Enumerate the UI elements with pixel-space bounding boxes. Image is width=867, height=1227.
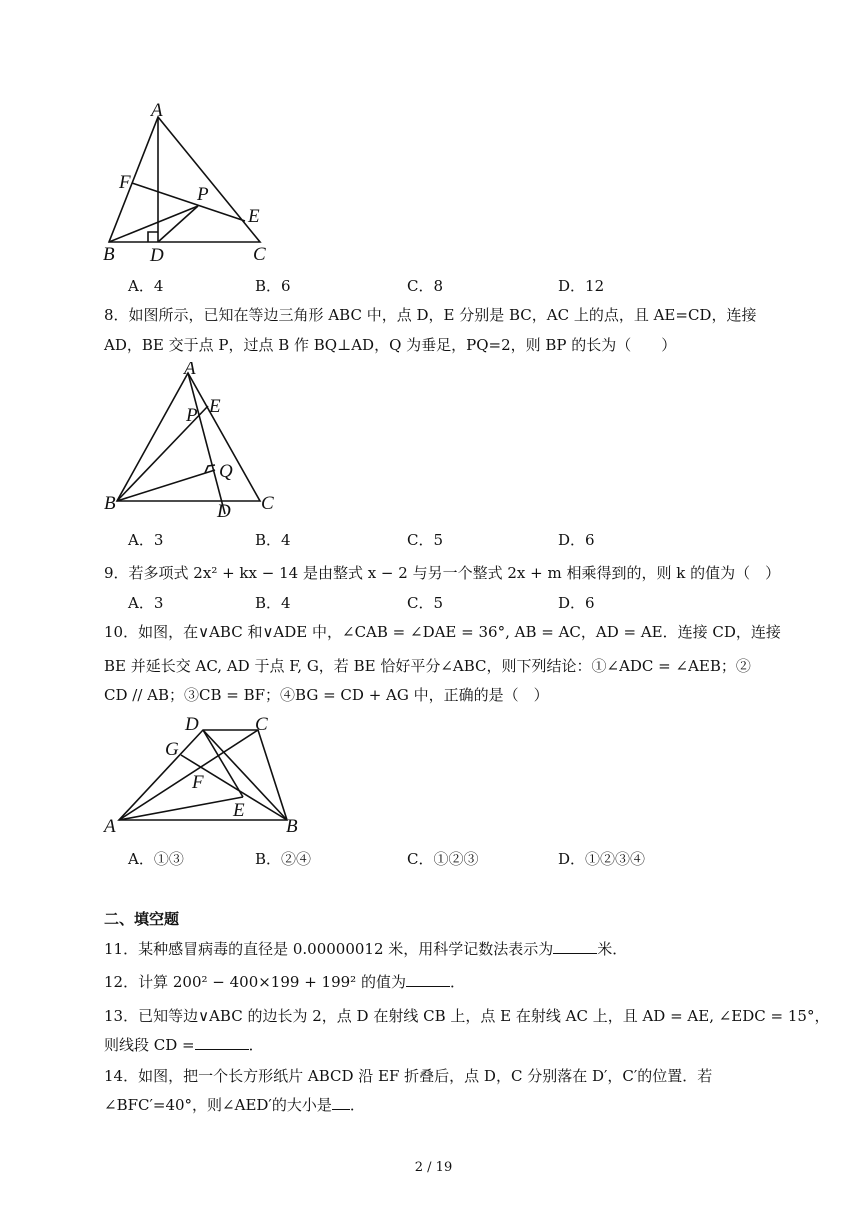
label-d: D <box>150 245 164 266</box>
label-b: B <box>286 816 298 837</box>
q11-suffix: 米． <box>597 940 628 958</box>
q8-option-c[interactable]: C．5 <box>407 531 444 549</box>
label-e: E <box>248 206 260 227</box>
q9-option-d[interactable]: D．6 <box>558 594 595 612</box>
label-e: E <box>233 800 245 821</box>
q14-answer-blank[interactable] <box>332 1095 350 1110</box>
segment-bp <box>109 206 198 242</box>
figure-q8-triangle <box>95 362 295 522</box>
triangle-abc <box>117 373 260 501</box>
q12-text: 12．计算 200² − 400×199 + 199² 的值为 <box>104 973 406 991</box>
q9-text: 9．若多项式 2x² + kx − 14 是由整式 x − 2 与另一个整式 2x + m 相乘得到的，则 k 的值为（ ） <box>104 564 781 582</box>
label-d: D <box>185 714 199 735</box>
q13-text-line1: 13．已知等边∨ABC 的边长为 2，点 D 在射线 CB 上，点 E 在射线 AC 上，且 AD = AE, ∠EDC = 15°， <box>104 1007 830 1025</box>
triangle-abc <box>109 117 260 242</box>
q11-answer-blank[interactable] <box>553 939 597 954</box>
label-g: G <box>165 739 179 760</box>
label-c: C <box>253 244 266 265</box>
label-a: A <box>184 362 196 379</box>
q10-option-b[interactable]: B．②④ <box>255 850 312 868</box>
q8-text-line2: AD，BE 交于点 P，过点 B 作 BQ⊥AD，Q 为垂足，PQ=2，则 BP 的长为（ ） <box>104 336 677 354</box>
q11-text: 11．某种感冒病毒的直径是 0.00000012 米，用科学记数法表示为 <box>104 940 554 958</box>
label-b: B <box>103 244 115 265</box>
q9-option-b[interactable]: B．4 <box>255 594 291 612</box>
label-d: D <box>217 501 231 522</box>
q10-text-line2: BE 并延长交 AC, AD 于点 F, G，若 BE 恰好平分∠ABC，则下列结论：①∠ADC = ∠AEB；② <box>104 657 751 675</box>
q7-option-a[interactable]: A．4 <box>128 277 164 295</box>
q8-text-line1: 8．如图所示，已知在等边三角形 ABC 中，点 D，E 分别是 BC，AC 上的点，且 AE=CD，连接 <box>104 306 757 324</box>
q11-line <box>104 938 627 959</box>
q10-option-d[interactable]: D．①②③④ <box>558 850 646 868</box>
label-c: C <box>255 714 268 735</box>
q13-answer-blank[interactable] <box>195 1035 249 1050</box>
q8-option-b[interactable]: B．4 <box>255 531 291 549</box>
label-p: P <box>186 405 198 426</box>
label-b: B <box>104 493 116 514</box>
q12-line <box>104 971 465 992</box>
q9-option-c[interactable]: C．5 <box>407 594 444 612</box>
q12-answer-blank[interactable] <box>406 972 450 987</box>
q10-text-line3: CD // AB；③CB = BF；④BG = CD + AG 中，正确的是（ ） <box>104 686 549 704</box>
q8-option-d[interactable]: D．6 <box>558 531 595 549</box>
label-f: F <box>192 772 204 793</box>
q12-suffix: ． <box>449 973 465 991</box>
q13-suffix: ． <box>248 1036 264 1054</box>
figure-q7-triangle <box>95 100 285 270</box>
right-angle-mark <box>148 232 158 242</box>
label-f: F <box>119 172 131 193</box>
q14-text-prefix: ∠BFC′=40°，则∠AED′的大小是 <box>104 1096 332 1114</box>
label-p: P <box>197 184 209 205</box>
page-number: 2 / 19 <box>414 1160 453 1175</box>
label-a: A <box>104 816 116 837</box>
q7-option-d[interactable]: D．12 <box>558 277 605 295</box>
q10-option-c[interactable]: C．①②③ <box>407 850 479 868</box>
q13-line2 <box>104 1034 264 1055</box>
q14-line2 <box>104 1094 365 1115</box>
segment-ad <box>188 373 225 514</box>
figure-q10-trapezoid <box>95 710 325 840</box>
q13-text-prefix: 则线段 CD = <box>104 1036 195 1054</box>
q7-option-b[interactable]: B．6 <box>255 277 291 295</box>
q14-suffix: ． <box>349 1096 365 1114</box>
label-c: C <box>261 493 274 514</box>
label-e: E <box>209 396 221 417</box>
q10-text-line1: 10．如图，在∨ABC 和∨ADE 中，∠CAB = ∠DAE = 36°, AB = AC，AD = AE．连接 CD，连接 <box>104 623 781 641</box>
label-q: Q <box>219 461 233 482</box>
segment-dp <box>158 206 198 242</box>
q7-option-c[interactable]: C．8 <box>407 277 444 295</box>
segment-de <box>203 730 243 797</box>
segment-db <box>203 730 287 820</box>
q8-option-a[interactable]: A．3 <box>128 531 164 549</box>
section-title: 二、填空题 <box>104 910 180 928</box>
q14-text-line1: 14．如图，把一个长方形纸片 ABCD 沿 EF 折叠后，点 D，C 分别落在 D′，C′的位置．若 <box>104 1067 713 1085</box>
q9-option-a[interactable]: A．3 <box>128 594 164 612</box>
label-a: A <box>151 100 163 121</box>
q10-option-a[interactable]: A．①③ <box>128 850 184 868</box>
